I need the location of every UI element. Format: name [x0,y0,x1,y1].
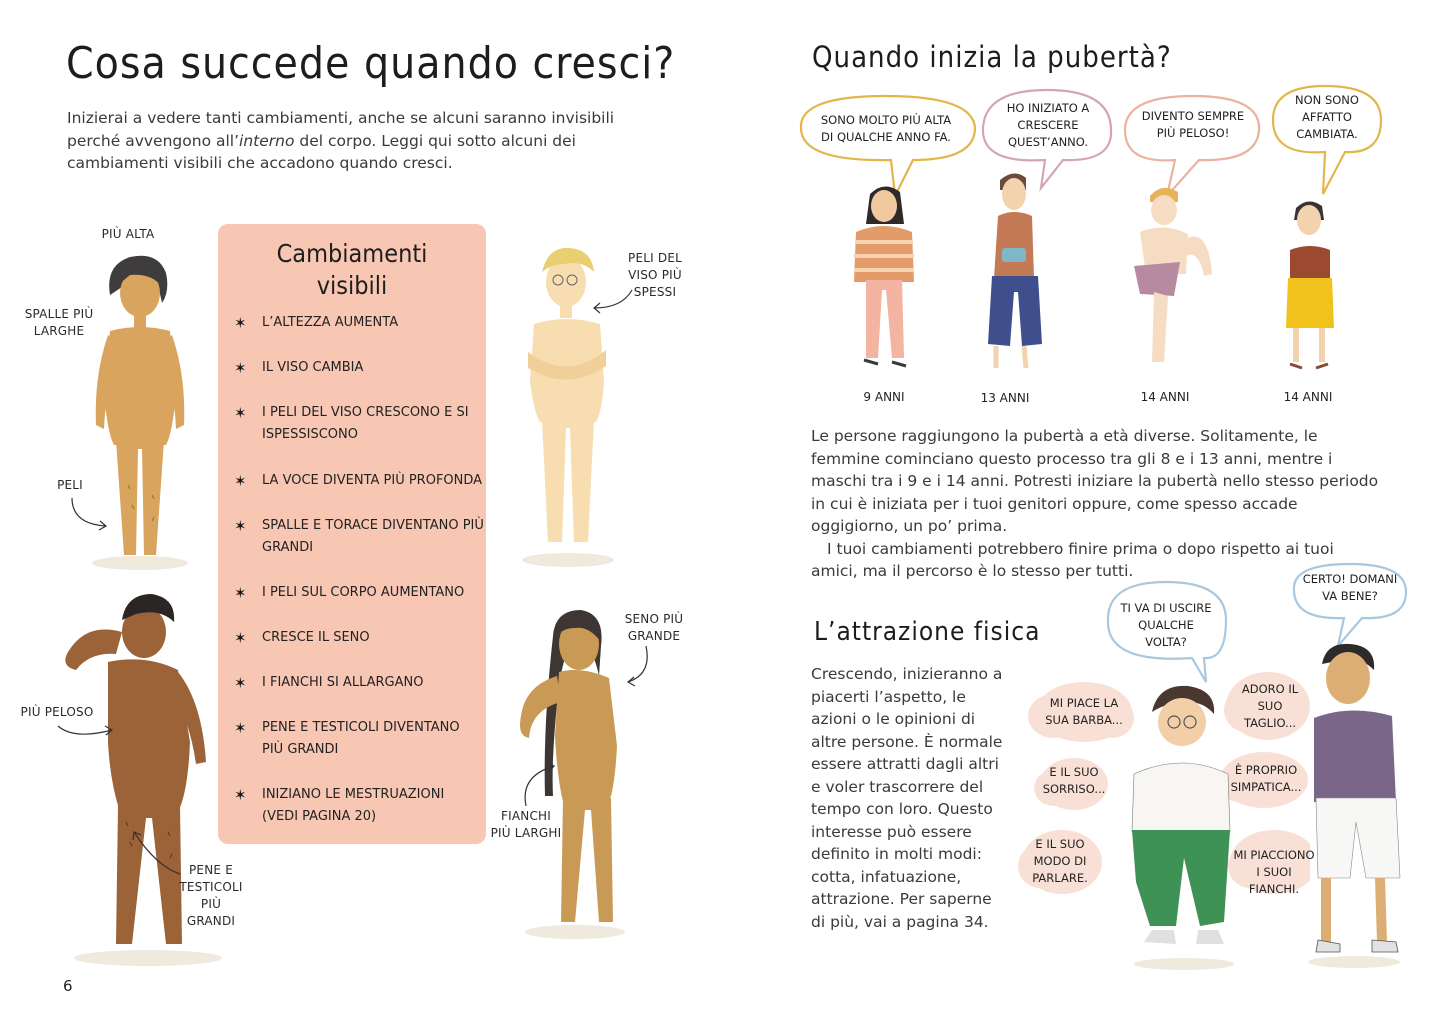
speech-text-1: TI VA DI USCIRE QUALCHE VOLTA? [1120,601,1212,649]
figure-bearded-boy [1300,642,1410,972]
figure-kid-9 [838,180,934,376]
list-item: ✶ IL VISO CAMBIA [234,359,364,377]
figure-kid-14b [1270,192,1350,376]
star-icon: ✶ [234,314,247,332]
star-icon: ✶ [234,629,247,647]
arrow-fianchi [520,758,560,810]
list-item: ✶ I PELI DEL VISO CRESCONO E SI ISPESSISCONO [234,404,469,442]
page-number: 6 [63,977,73,995]
list-item: ✶ INIZIANO LE MESTRUAZIONI (VEDI PAGINA 20) [234,786,445,824]
intro-emphasis: interno [239,131,295,150]
label-seno: SENO PIÙ GRANDE [624,612,684,643]
arrow-peli [66,496,116,536]
thought-left-2: E IL SUO SORRISO... [1042,765,1106,796]
intro-text-2: del corpo. Leggi qui sotto alcuni dei cambiamenti visibili che accadono quando cresci. [67,131,576,172]
list-item: ✶ I FIANCHI SI ALLARGANO [234,674,424,692]
star-icon: ✶ [234,404,247,422]
arrow-seno [624,644,658,688]
label-peli-viso: PELI DEL VISO PIÙ SPESSI [628,251,682,299]
figure-curly-girl [1118,682,1238,974]
thought-right-1: ADORO IL SUO TAGLIO... [1241,682,1299,730]
thought-right-3: MI PIACCIONO I SUOI FIANCHI. [1233,848,1315,896]
label-piu-peloso: PIÙ PELOSO [20,705,94,719]
age-label-2: 13 ANNI [980,391,1030,405]
star-icon: ✶ [234,359,247,377]
intro-paragraph [67,107,627,175]
panel-title-line-1: Cambiamenti [276,239,428,268]
age-label-1: 9 ANNI [863,390,905,404]
label-peli: PELI [57,478,83,492]
list-item: ✶ CRESCE IL SENO [234,629,370,647]
attrazione-paragraph: Crescendo, inizieranno a piacerti l’aspetto, le azioni o le opinioni di altre persone. È normale essere attratti dagli altri e voler trascorrere del tempo con loro. Questo interesse può essere definito in molti modi: cotta, infatuazione, attrazione. Per saperne di più, vai a pagina 34. [811,665,1003,931]
label-spalle: SPALLE PIÙ LARGHE [24,307,94,338]
list-item: ✶ SPALLE E TORACE DIVENTANO PIÙ GRANDI [234,517,484,555]
section-title-puberta: Quando inizia la pubertà? [812,40,1172,74]
intro-text-1: Inizierai a vedere tanti cambiamenti, anche se alcuni saranno invisibili perché avvengono all’ [67,109,615,150]
star-icon: ✶ [234,674,247,692]
page-title: Cosa succede quando cresci? [66,38,676,89]
label-fianchi: FIANCHI PIÙ LARGHI [490,809,562,840]
list-item: ✶ I PELI SUL CORPO AUMENTANO [234,584,465,602]
panel-title [218,238,486,302]
list-item: ✶ L’ALTEZZA AUMENTA [234,314,399,332]
panel-title-line-2: visibili [316,271,388,300]
figure-kid-14a [1124,182,1220,372]
bubble-text-2: HO INIZIATO A CRESCERE QUEST’ANNO. [1006,101,1090,149]
bubble-text-3: DIVENTO SEMPRE PIÙ PELOSO! [1141,109,1245,140]
arrow-piu-peloso [54,716,120,744]
list-item: ✶ LA VOCE DIVENTA PIÙ PROFONDA [234,472,483,490]
paragraph-2: I tuoi cambiamenti potrebbero finire prima o dopo rispetto ai tuoi amici, ma il percorso è lo stesso per tutti. [811,539,1334,580]
age-label-4: 14 ANNI [1283,390,1333,404]
paragraph-1: Le persone raggiungono la pubertà a età diverse. Solitamente, le femmine cominciano questo processo tra gli 8 e i 13 anni, mentre i maschi tra i 9 e i 14 anni. Potresti iniziare la pubertà nello stesso periodo in cui è iniziata per i tuoi genitori oppure, come spesso accade oggigiorno, un po’ prima. [811,427,1379,535]
star-icon: ✶ [234,517,247,535]
section-title-attrazione: L’attrazione fisica [814,617,1041,647]
label-piu-alta: PIÙ ALTA [101,227,155,241]
bubble-text-1: SONO MOLTO PIÙ ALTA DI QUALCHE ANNO FA. [820,113,952,144]
star-icon: ✶ [234,472,247,490]
thought-right-2: È PROPRIO SIMPATICA... [1230,763,1302,794]
thought-left-3: E IL SUO MODO DI PARLARE. [1032,837,1088,885]
age-label-3: 14 ANNI [1140,390,1190,404]
puberta-paragraph [811,425,1381,583]
star-icon: ✶ [234,786,247,804]
star-icon: ✶ [234,584,247,602]
label-pene: PENE E TESTICOLI PIÙ GRANDI [179,863,243,928]
bubble-text-4: NON SONO AFFATTO CAMBIATA. [1295,93,1359,141]
list-item: ✶ PENE E TESTICOLI DIVENTANO PIÙ GRANDI [234,719,460,757]
figure-kid-13 [980,168,1050,380]
changes-panel [218,224,486,844]
thought-left-1: MI PIACE LA SUA BARBA... [1045,696,1123,727]
star-icon: ✶ [234,719,247,737]
speech-text-2: CERTO! DOMANI VA BENE? [1302,572,1398,603]
arrow-peli-viso [588,288,638,314]
arrow-pene [126,826,186,878]
